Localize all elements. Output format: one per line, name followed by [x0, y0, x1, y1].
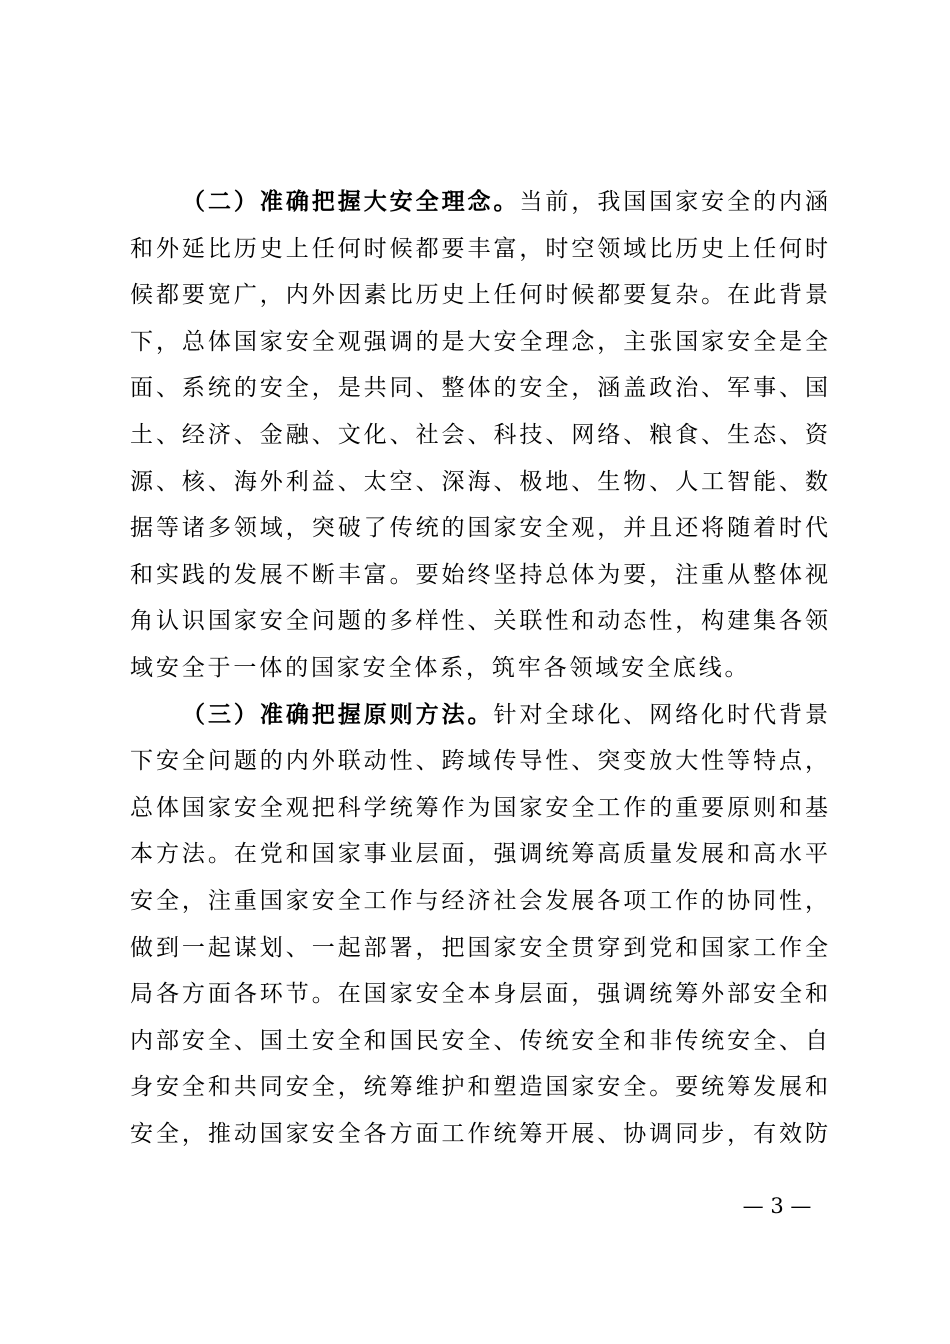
- text-line: 面、系统的安全，是共同、整体的安全，涵盖政治、军事、国: [130, 375, 828, 402]
- text-line-rest: 针对全球化、网络化时代背景: [493, 701, 829, 728]
- text-line: [130, 692, 828, 739]
- text-line: 做到一起谋划、一起部署，把国家安全贯穿到党和国家工作全: [130, 934, 828, 961]
- page-number: — 3 —: [742, 1194, 812, 1218]
- text-line: 安全，推动国家安全各方面工作统筹开展、协调同步，有效防: [130, 1120, 828, 1147]
- text-line: 下安全问题的内外联动性、跨域传导性、突变放大性等特点，: [130, 748, 828, 775]
- text-line: 本方法。在党和国家事业层面，强调统筹高质量发展和高水平: [130, 841, 828, 868]
- text-line: 域安全于一体的国家安全体系，筑牢各领域安全底线。: [130, 654, 751, 681]
- text-line: 内部安全、国土安全和国民安全、传统安全和非传统安全、自: [130, 1027, 828, 1054]
- text-line: 和实践的发展不断丰富。要始终坚持总体为要，注重从整体视: [130, 561, 828, 588]
- text-line-rest: 当前，我国国家安全的内涵: [519, 189, 829, 215]
- paragraph-principles-methods: [130, 692, 828, 1158]
- text-line: 总体国家安全观把科学统筹作为国家安全工作的重要原则和基: [130, 794, 828, 821]
- paragraph-heading: （二）准确把握大安全理念。: [182, 188, 520, 215]
- text-line: 下，总体国家安全观强调的是大安全理念，主张国家安全是全: [130, 328, 828, 355]
- paragraph-heading: （三）准确把握原则方法。: [182, 700, 494, 728]
- text-line: 身安全和共同安全，统筹维护和塑造国家安全。要统筹发展和: [130, 1074, 828, 1101]
- text-line: 安全，注重国家安全工作与经济社会发展各项工作的协同性，: [130, 887, 828, 914]
- text-line: 角认识国家安全问题的多样性、关联性和动态性，构建集各领: [130, 608, 828, 635]
- text-line: 候都要宽广，内外因素比历史上任何时候都要复杂。在此背景: [130, 282, 828, 309]
- text-line: 土、经济、金融、文化、社会、科技、网络、粮食、生态、资: [130, 421, 828, 448]
- document-body: [130, 179, 828, 1157]
- text-line: 据等诸多领域，突破了传统的国家安全观，并且还将随着时代: [130, 515, 828, 542]
- text-line: 局各方面各环节。在国家安全本身层面，强调统筹外部安全和: [130, 981, 828, 1008]
- paragraph-big-security-concept: [130, 179, 828, 692]
- text-line: 源、核、海外利益、太空、深海、极地、生物、人工智能、数: [130, 468, 828, 495]
- text-line: 和外延比历史上任何时候都要丰富，时空领域比历史上任何时: [130, 235, 828, 262]
- text-line: [130, 179, 828, 226]
